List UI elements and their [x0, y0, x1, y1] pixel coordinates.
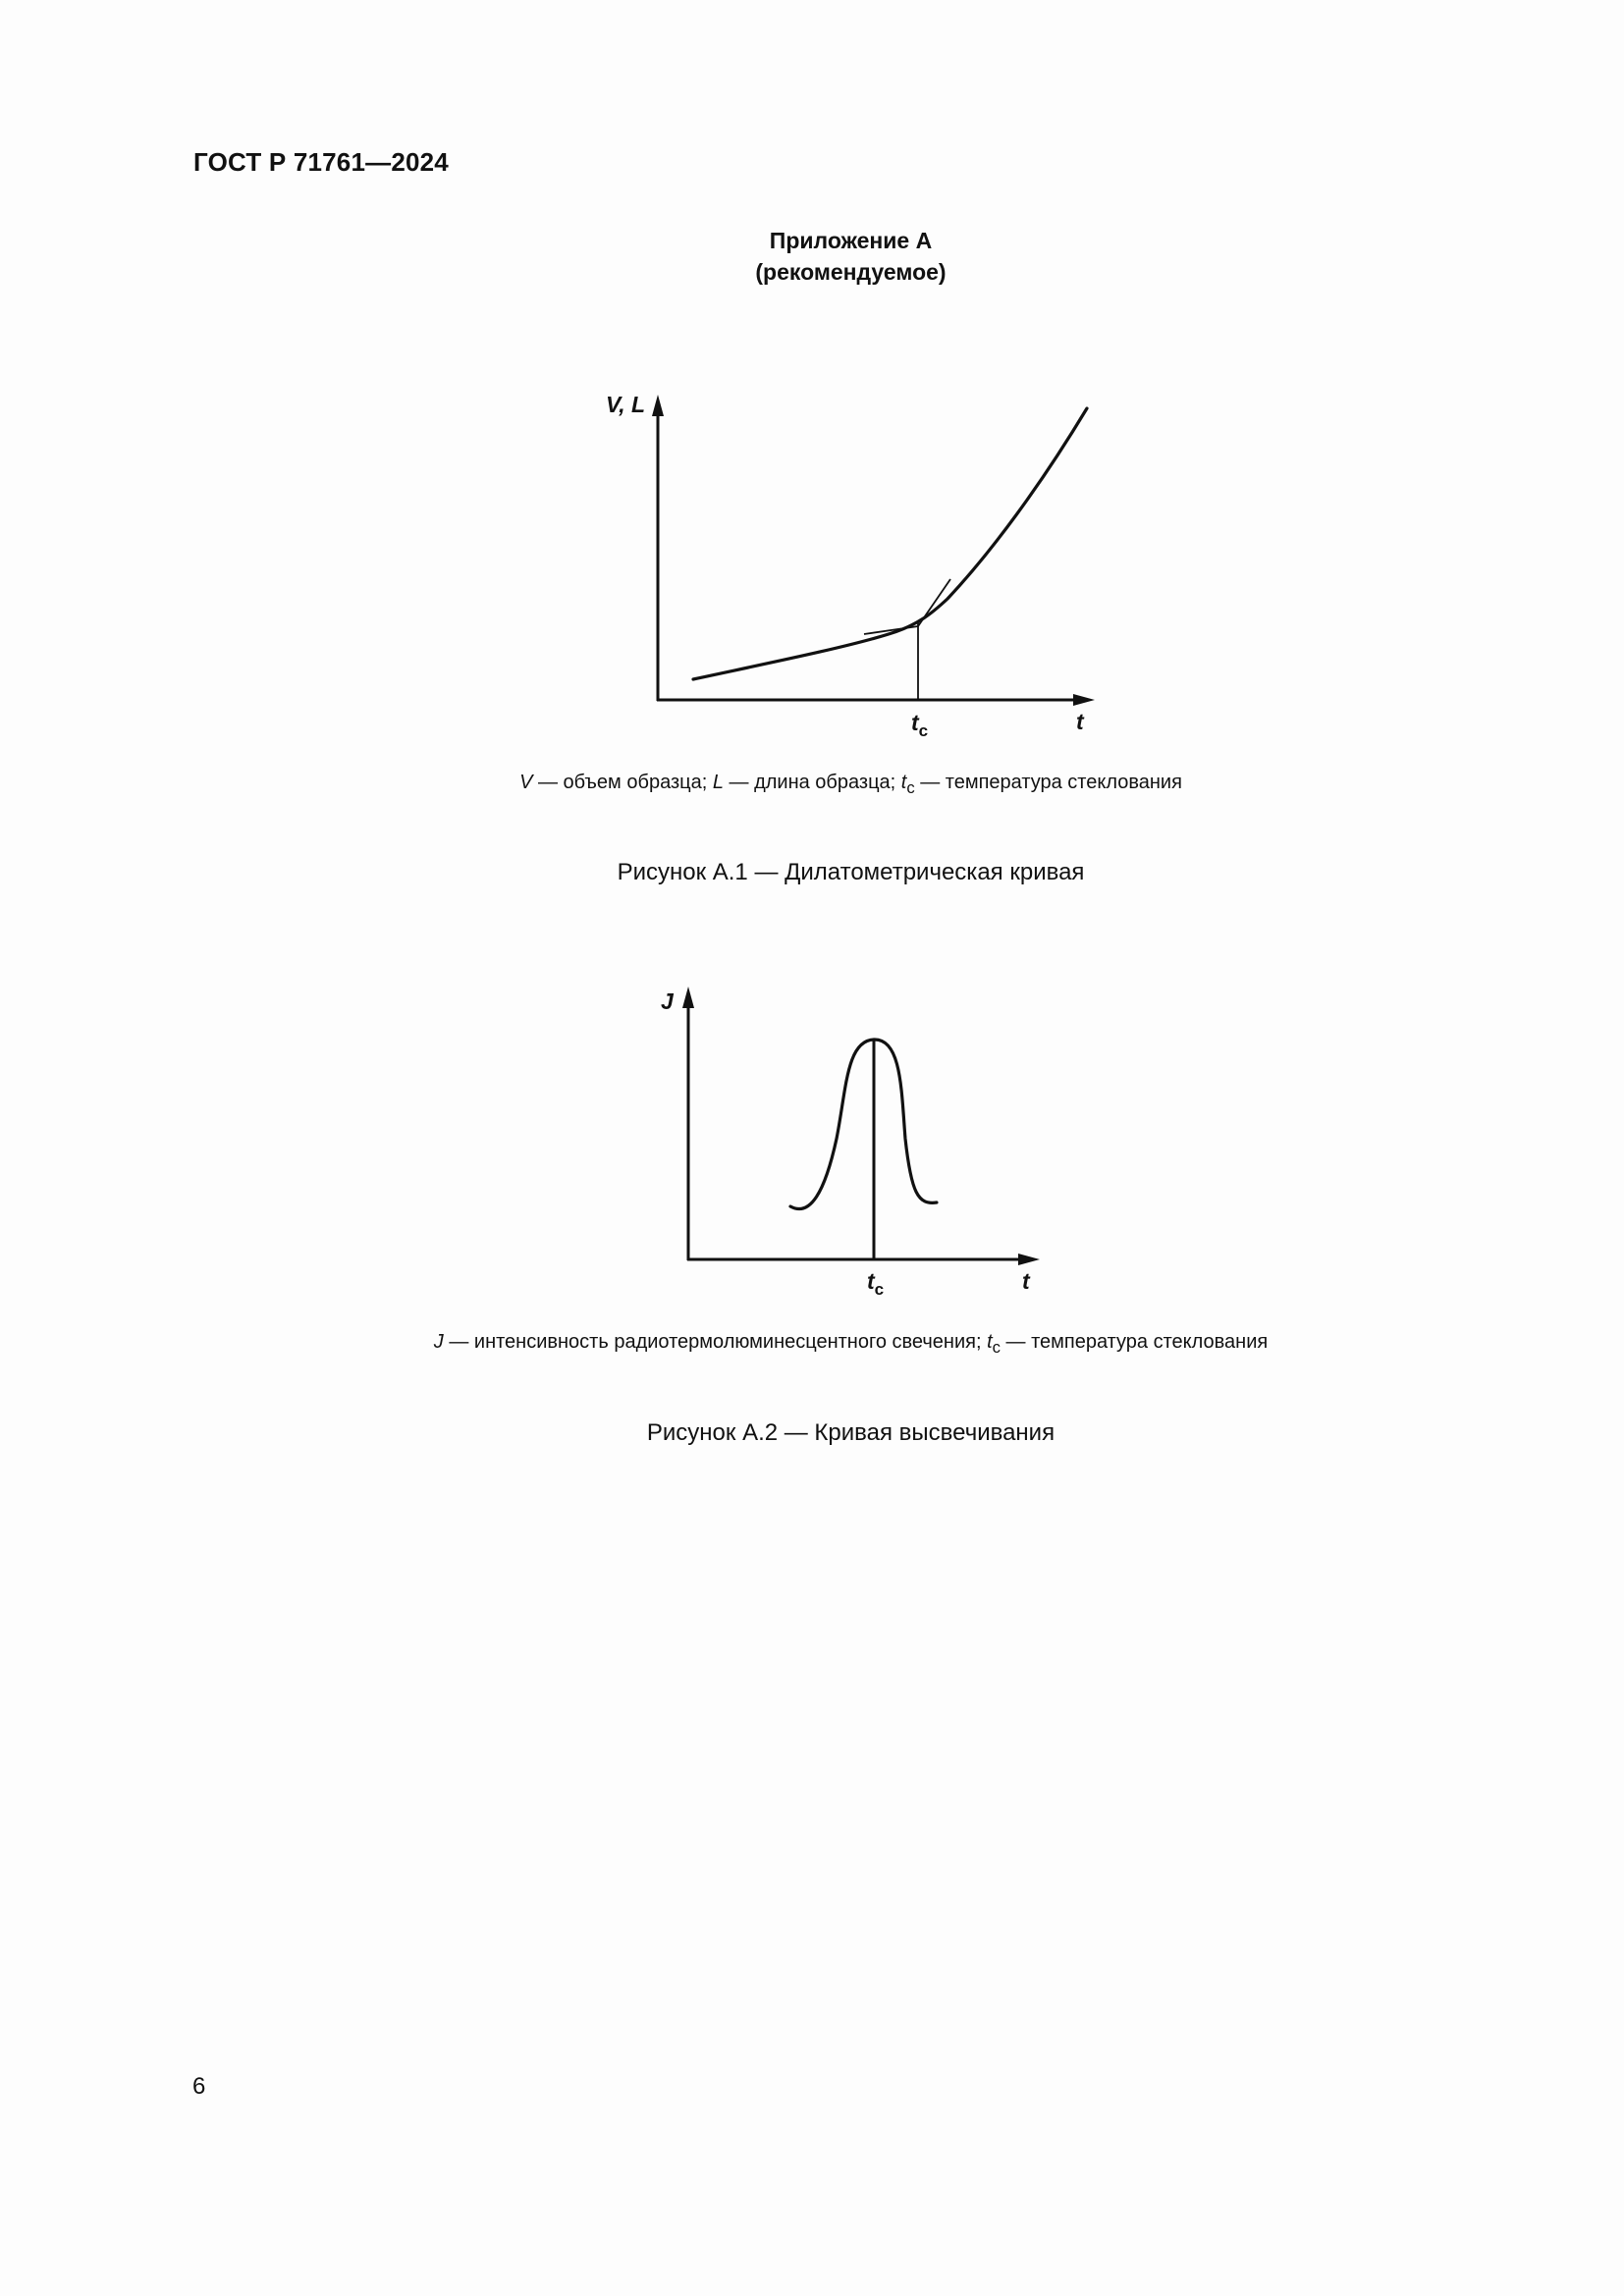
fig2-tc-label: tc — [867, 1268, 885, 1299]
page-number: 6 — [192, 2073, 206, 2100]
fig2-title: Рисунок А.2 — Кривая высвечивания — [646, 1419, 1056, 1446]
fig2-peak-curve — [790, 1040, 937, 1209]
fig2-y-axis-label: J — [661, 988, 674, 1014]
appendix-title: Приложение А — [769, 228, 933, 253]
fig1-y-axis-label: V, L — [606, 392, 646, 417]
fig1-legend: V — объем образца; L — длина образца; $t_c$ — температура стеклования — [519, 772, 1182, 797]
appendix-status: (рекомендуемое) — [755, 259, 947, 285]
standard-code: ГОСТ Р 71761—2024 — [193, 147, 449, 177]
fig1-tc-label: tc — [911, 710, 929, 740]
fig1-title: Рисунок А.1 — Дилатометрическая кривая — [617, 859, 1085, 885]
fig2-x-axis-arrow — [1018, 1254, 1040, 1265]
fig1-x-axis-label: t — [1076, 709, 1084, 734]
fig2-legend: J — интенсивность радиотермолюминесцентного свечения; $t_c$ — температура стеклования — [433, 1331, 1269, 1357]
fig2-x-axis-label: t — [1022, 1268, 1030, 1294]
fig2-y-axis-arrow — [682, 987, 694, 1008]
